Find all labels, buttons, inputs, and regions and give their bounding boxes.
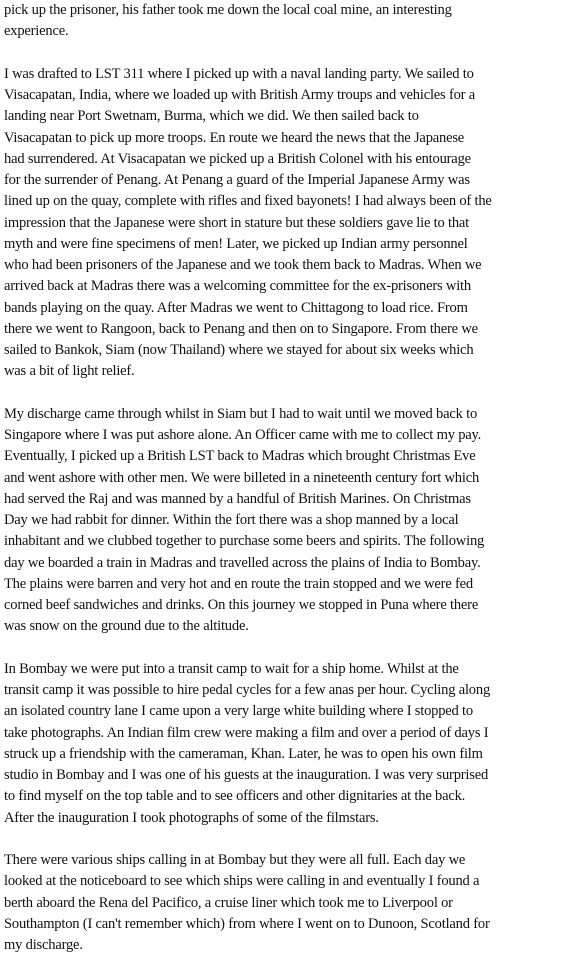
text-line: an isolated country lane I came upon a very large white building where I stopped to	[4, 703, 473, 720]
text-line: to find myself on the top table and to see officers and other dignitaries at the back.	[4, 788, 466, 805]
text-line: day we boarded a train in Madras and travelled across the plains of India to Bombay.	[4, 554, 481, 571]
text-line: take photographs. An Indian film crew were making a film and over a period of days I	[4, 724, 489, 741]
text-line: After the inauguration I took photographs of some of the filmstars.	[4, 809, 379, 826]
text-line: bands playing on the quay. After Madras we went to Chittagong to load rice. From	[4, 299, 468, 316]
text-line: corned beef sandwiches and drinks. On this journey we stopped in Puna where there	[4, 597, 479, 613]
text-line: was snow on the ground due to the altitude.	[4, 618, 249, 635]
text-line: There were various ships calling in at Bombay but they were all full. Each day we	[4, 852, 466, 868]
text-line: In Bombay we were put into a transit camp to wait for a ship home. Whilst at the	[4, 660, 459, 677]
paragraph-2	[4, 64, 563, 383]
text-line: Day we had rabbit for dinner. Within the fort there was a shop manned by a local	[4, 512, 459, 528]
text-line: was a bit of light relief.	[4, 363, 135, 380]
text-line: looked at the noticeboard to see which ships were calling in and eventually I found a	[4, 873, 480, 890]
text-line: for the surrender of Penang. At Penang a guard of the Imperial Japanese Army was	[4, 172, 470, 188]
text-line: lined up on the quay, complete with rifles and fixed bayonets! I had always been of the	[4, 193, 492, 210]
text-line: had served the Raj and was manned by a handful of British Marines. On Christmas	[4, 490, 471, 507]
text-line: studio in Bombay and I was one of his guests at the inauguration. I was very surprised	[4, 767, 489, 783]
paragraph-gap	[4, 829, 563, 850]
text-line: landing near Port Swetnam, Burma, which we did. We then sailed back to	[4, 108, 419, 125]
text-line: berth aboard the Rena del Pacifico, a cruise liner which took me to Liverpool or	[4, 894, 453, 911]
paragraph-gap	[4, 638, 563, 659]
text-line: myth and were fine specimens of men! Later, we picked up Indian army personnel	[4, 235, 468, 252]
text-line: pick up the prisoner, his father took me down the local coal mine, an interesting	[4, 2, 452, 18]
text-line: transit camp it was possible to hire pedal cycles for a few anas per hour. Cycling along	[4, 682, 491, 698]
paragraph-4	[4, 659, 563, 829]
paragraph-gap	[4, 383, 563, 404]
paragraph-gap	[4, 43, 563, 64]
text-line: Visacapatan, India, where we loaded up with British Army troups and vehicles for a	[4, 87, 476, 103]
text-line: experience.	[4, 23, 69, 40]
paragraph-1	[4, 0, 563, 43]
paragraph-5	[4, 850, 563, 956]
text-line: impression that the Japanese were short in stature but these soldiers gave lie to that	[4, 214, 470, 231]
text-line: Singapore where I was put ashore alone. An Officer came with me to collect my pay.	[4, 427, 482, 443]
text-line: I was drafted to LST 311 where I picked up with a naval landing party. We sailed to	[4, 65, 474, 82]
text-line: who had been prisoners of the Japanese and we took them back to Madras. When we	[4, 257, 482, 273]
text-line: had surrendered. At Visacapatan we picked up a British Colonel with his entourage	[4, 150, 471, 167]
text-line: struck up a friendship with the cameraman, Khan. Later, he was to open his own film	[4, 745, 483, 762]
text-line: and went ashore with other men. We were billeted in a nineteenth century fort which	[4, 469, 480, 486]
text-line: Visacapatan to pick up more troops. En route we heard the news that the Japanese	[4, 129, 465, 146]
text-line: there we went to Rangoon, back to Penang and then on to Singapore. From there we	[4, 320, 478, 337]
text-line: My discharge came through whilst in Siam but I had to wait until we moved back to	[4, 405, 478, 422]
text-line: inhabitant and we clubbed together to purchase some beers and spirits. The following	[4, 533, 485, 550]
text-line: sailed to Bankok, Siam (now Thailand) where we stayed for about six weeks which	[4, 342, 474, 358]
text-line: The plains were barren and very hot and en route the train stopped and we were fed	[4, 575, 473, 592]
text-line: Eventually, I picked up a British LST back to Madras which brought Christmas Eve	[4, 448, 476, 465]
text-line: arrived back at Madras there was a welcoming committee for the ex-prisoners with	[4, 278, 471, 295]
document-page	[4, 0, 563, 956]
paragraph-3	[4, 404, 563, 638]
text-line: my discharge.	[4, 937, 83, 953]
text-line: Southampton (I can't remember which) from where I went on to Dunoon, Scotland for	[4, 915, 490, 932]
